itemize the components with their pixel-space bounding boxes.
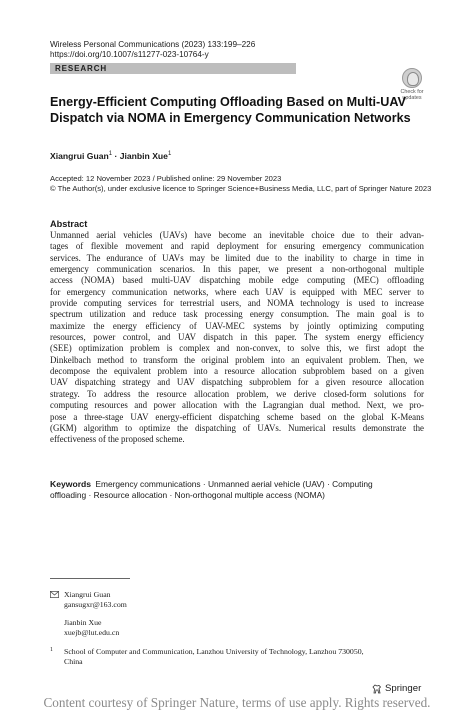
abstract-line: tages of flexible movement and rapid deployment for ensuring emergency communication bbox=[50, 241, 424, 252]
abstract-body bbox=[50, 230, 424, 446]
envelope-icon bbox=[50, 591, 59, 598]
copyright-line: © The Author(s), under exclusive licence to Springer Science+Business Media, LLC, part of Springer Nature 2023 bbox=[50, 184, 432, 193]
footnote-divider bbox=[50, 578, 130, 579]
abstract-line: effectiveness of the proposed scheme. bbox=[50, 434, 185, 445]
author-name[interactable]: Jianbin Xue bbox=[119, 150, 168, 161]
publication-dates bbox=[50, 174, 431, 194]
affiliation-marker: 1 bbox=[108, 151, 113, 157]
title-line2: Dispatch via NOMA in Emergency Communication Networks bbox=[50, 111, 411, 125]
accepted-published-line: Accepted: 12 November 2023 / Published online: 29 November 2023 bbox=[50, 174, 282, 183]
abstract-line: spectrum utilization and reduce task processing energy consumption. The main goal is to bbox=[50, 309, 424, 320]
affiliation-line2: China bbox=[64, 657, 83, 666]
corresponding-author-name: Xiangrui Guan bbox=[64, 590, 111, 599]
abstract-heading: Abstract bbox=[50, 219, 88, 229]
section-label: RESEARCH bbox=[55, 64, 108, 73]
abstract-line: strategy. To address the resource allocation problem, we derive closed-form solutions for bbox=[50, 388, 424, 399]
badge-line2: updates bbox=[402, 95, 422, 101]
bookmark-icon bbox=[402, 68, 422, 88]
abstract-line: pose a three-stage UAV energy-efficient dispatching scheme based on the global K-Means bbox=[50, 411, 424, 422]
journal-header bbox=[50, 40, 255, 60]
doi-link[interactable]: https://doi.org/10.1007/s11277-023-10764-y bbox=[50, 50, 209, 59]
keywords-line2: offloading · Resource allocation · Non-orthogonal multiple access (NOMA) bbox=[50, 490, 325, 500]
abstract-line: Unmanned aerial vehicles (UAVs) have become an inevitable choice due to their advan- bbox=[50, 230, 424, 240]
abstract-line: maximize the energy efficiency of UAV-MEC systems by jointly optimizing computing bbox=[50, 320, 424, 331]
courtesy-watermark: Content courtesy of Springer Nature, terms of use apply. Rights reserved. bbox=[43, 695, 431, 710]
keywords-heading: Keywords bbox=[50, 479, 92, 489]
keywords-line1: Emergency communications · Unmanned aerial vehicle (UAV) · Computing bbox=[95, 479, 373, 489]
abstract-line: access (NOMA) based multi-UAV dispatching mobile edge computing (MEC) offloading bbox=[50, 275, 424, 286]
abstract-line: computing resources and power allocation with the Lagrangian dual method. Next, we pro- bbox=[50, 400, 424, 411]
author-name[interactable]: Xiangrui Guan bbox=[50, 150, 109, 161]
abstract-line: (GKM) algorithm to optimize the dispatching of UAVs. Numerical results demonstrate the bbox=[50, 422, 424, 433]
corresponding-author-email[interactable]: xuejb@lut.edu.cn bbox=[64, 628, 120, 637]
paper-title bbox=[50, 94, 411, 126]
title-line1: Energy-Efficient Computing Offloading Based on Multi-UAV bbox=[50, 95, 406, 109]
affiliation-marker: 1 bbox=[167, 151, 172, 157]
journal-citation: Wireless Personal Communications (2023) 133:199–226 bbox=[50, 40, 256, 49]
abstract-line: for emergency communication networks, where each UAV is equipped with MEC server to bbox=[50, 286, 424, 297]
publisher-name: Springer bbox=[385, 683, 422, 694]
author-separator: · bbox=[112, 150, 120, 161]
corresponding-author-email[interactable]: gansugxr@163.com bbox=[64, 600, 127, 609]
abstract-line: (SEE) optimization problem is complex and non-convex, to solve this, we first adopt the bbox=[50, 343, 424, 354]
section-label-bar bbox=[50, 63, 296, 74]
keywords-section bbox=[50, 479, 424, 501]
abstract-line: services. The endurance of UAVs may be limited due to the inability to charge in time in bbox=[50, 252, 424, 263]
abstract-line: emergency communication scenarios. In this paper, we present a non-orthogonal multiple bbox=[50, 264, 424, 275]
affiliation-number: 1 bbox=[50, 647, 53, 653]
abstract-line: Dinkelbach method to transform the original problem into an equivalent problem. Then, we bbox=[50, 354, 424, 365]
abstract-line: UAV dispatching strategy and UAV dispatching subproblem for a given resource allocation bbox=[50, 377, 424, 388]
abstract-line: provide computing services for terrestrial users, and NOMA technology is used to increase bbox=[50, 298, 424, 309]
badge-line1: Check for bbox=[400, 89, 424, 95]
author-list bbox=[50, 149, 171, 162]
springer-horse-icon bbox=[372, 684, 382, 694]
affiliation-line1: School of Computer and Communication, Lanzhou University of Technology, Lanzhou 730050, bbox=[64, 647, 364, 656]
abstract-line: resources, power control, and UAV dispatch in this paper. The system energy efficiency bbox=[50, 332, 424, 343]
abstract-line: decompose the equivalent problem into a resource allocation subproblem based on a given bbox=[50, 366, 424, 377]
corresponding-author-name: Jianbin Xue bbox=[64, 618, 102, 627]
